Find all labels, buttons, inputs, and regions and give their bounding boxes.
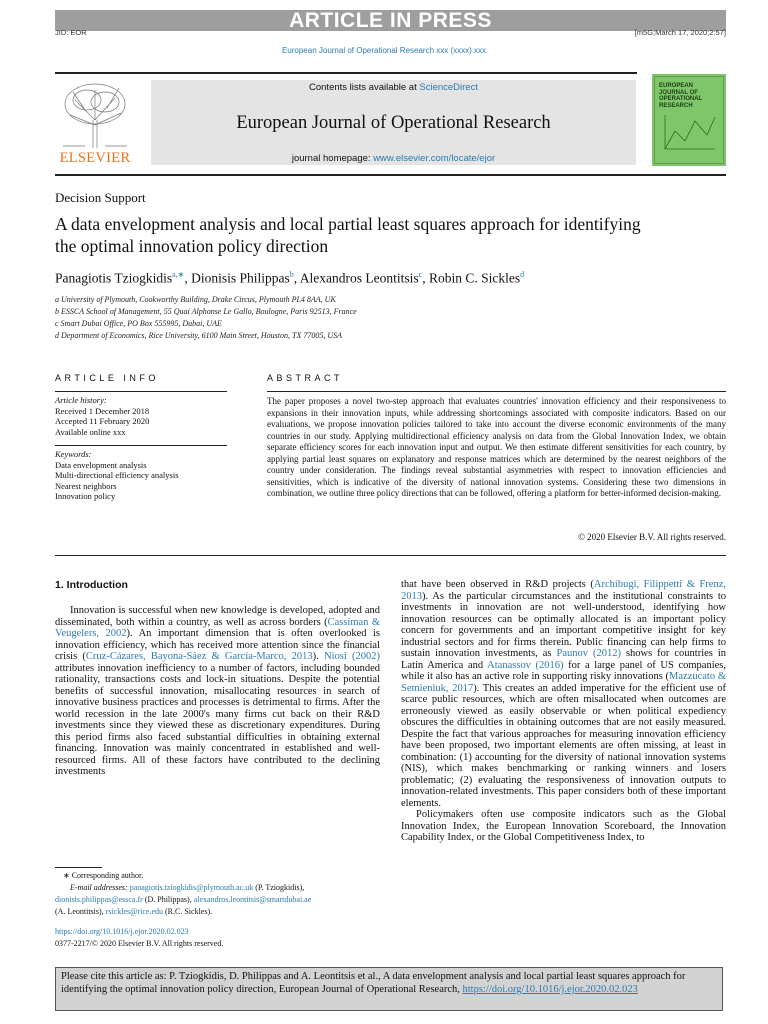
body-text: shows for countries in Latin America and bbox=[401, 648, 726, 671]
received-date: Received 1 December 2018 bbox=[55, 405, 150, 416]
affiliation: c Smart Dubai Office, PO Box 555995, Dubai, UAE bbox=[55, 319, 222, 328]
divider bbox=[55, 391, 227, 392]
email-addresses-cont bbox=[55, 894, 395, 906]
keyword: Nearest neighbors bbox=[55, 480, 117, 491]
homepage-link[interactable]: www.elsevier.com/locate/ejor bbox=[373, 153, 496, 164]
article-history bbox=[55, 395, 149, 437]
online-date: Available online xxx bbox=[55, 426, 126, 437]
divider bbox=[55, 445, 227, 446]
citation-link[interactable]: Niosi (2002) bbox=[324, 651, 381, 662]
author-affiliation-marker[interactable]: b bbox=[289, 270, 294, 279]
body-column-right bbox=[401, 579, 726, 844]
body-text: ). An important dimension that is often overlooked is innovation efficiency, which has received more attention since the financial crisis ( bbox=[55, 628, 380, 662]
journal-reference-link[interactable]: European Journal of Operational Research xxx (xxxx) xxx bbox=[281, 46, 487, 55]
author-name: Dionisis Philippas bbox=[191, 270, 290, 286]
email-owner: (P. Tziogkidis), bbox=[253, 883, 305, 892]
citation-link[interactable]: Mazzucato & Semieniuk, 2017 bbox=[401, 671, 726, 694]
author-name: Alexandros Leontitsis bbox=[299, 270, 419, 286]
author-name: Robin C. Sickles bbox=[428, 270, 521, 286]
article-info-heading: ARTICLE INFO bbox=[55, 373, 159, 383]
keywords-label: Keywords: bbox=[55, 449, 92, 459]
contents-line bbox=[151, 82, 636, 93]
abstract-copyright: © 2020 Elsevier B.V. All rights reserved. bbox=[578, 532, 726, 542]
citation-link[interactable]: Archibugi, Filippetti & Frenz, 2013 bbox=[401, 579, 727, 602]
affiliation: b ESSCA School of Management, 55 Quai Alphonse Le Gallo, Boulogne, Paris 92513, France bbox=[55, 307, 357, 316]
email-link[interactable]: rsickles@rice.edu bbox=[105, 907, 164, 916]
publisher-wordmark: ELSEVIER bbox=[59, 150, 131, 166]
body-text: that have been observed in R&D projects ( bbox=[401, 579, 594, 590]
masthead-rule-top bbox=[55, 72, 637, 74]
accepted-date: Accepted 11 February 2020 bbox=[55, 416, 150, 426]
body-text: ). As the particular circumstances and the institutional constraints to investments in innovation are not well-understood, identifying how innovation resources can be optimally allocated is an important policy concern for governments and an important competitive insight for key industrial sectors and for firms therein. Public financing can help firms to sustain innovation investments, as bbox=[401, 590, 726, 659]
citation-doi-link[interactable]: https://doi.org/10.1016/j.ejor.2020.02.023 bbox=[462, 984, 638, 995]
email-owner: (R.C. Sickles). bbox=[163, 907, 213, 916]
author-list: Panagiotis Tziogkidis$^{a,∗}$, Dionisis Philippas$^b$, Alexandros Leontitsis$^c$, Robin C. Sickles$^d$ bbox=[55, 270, 525, 286]
keyword: Innovation policy bbox=[55, 491, 116, 501]
affiliation: d Department of Economics, Rice University, 6100 Main Street, Houston, TX 77005, USA bbox=[55, 331, 342, 340]
abstract-heading: ABSTRACT bbox=[267, 373, 344, 383]
paragraph bbox=[401, 579, 726, 809]
paragraph bbox=[55, 605, 380, 778]
journal-id: JID: EOR bbox=[55, 28, 87, 37]
journal-cover-thumbnail[interactable] bbox=[652, 74, 726, 166]
cover-title: EUROPEAN JOURNAL OF OPERATIONAL RESEARCH bbox=[659, 83, 703, 109]
author-affiliation-marker[interactable]: d bbox=[520, 270, 525, 279]
homepage-line bbox=[151, 153, 636, 164]
email-label: E-mail addresses: bbox=[70, 883, 130, 892]
keyword: Data envelopment analysis bbox=[55, 459, 147, 470]
journal-reference[interactable] bbox=[0, 46, 768, 55]
divider bbox=[55, 555, 726, 556]
body-text: ). This creates an added imperative for the efficient use of scarce public resources, which are often misallocated when outcomes are erroneously viewed as easily observable or when political expediency obscures the difficulties in obtaining outcomes that are not easily measured. Despite the fact that various approaches for measuring innovation efficiency have been proposed, two important elements are often missing, at least in combination: (1) accounting for the diversity of national innovation systems (NIS), which makes benchmarking or ranking winners and losers problematic; (2) evaluating the responsiveness of innovation outputs to innovation-related investments. This paper considers both of these important elements. bbox=[401, 682, 726, 809]
body-column-left bbox=[55, 605, 380, 778]
paper-title: A data envelopment analysis and local partial least squares approach for identifying the optimal innovation policy direction bbox=[55, 214, 641, 256]
affiliation: a University of Plymouth, Cookworthy Building, Drake Circus, Plymouth PL4 8AA, UK bbox=[55, 295, 336, 304]
section-label: Decision Support bbox=[55, 190, 146, 205]
body-text: ). bbox=[312, 651, 325, 662]
body-text: for a large panel of US companies, while it also has an active role in supporting risky innovations ( bbox=[401, 659, 726, 682]
history-label: Article history: bbox=[55, 395, 107, 405]
citation-link[interactable]: Atanassov (2016) bbox=[487, 659, 564, 671]
author-affiliation-marker[interactable]: a,∗ bbox=[172, 270, 185, 279]
abstract-text: The paper proposes a novel two-step approach that evaluates countries' innovation efficiency and their responsiveness to expansions in their innovation inputs, while addressing shortcomings associated with composite indicators. Based on our evaluations, we propose innovation policies tailored to take into account the diverse economic environments of the many countries in our study. Applying multidirectional efficiency analysis on data from the Global Innovation Index, we obtain separate efficiency scores for each innovation input and output. We then estimate different sensitivities for each country, by applying partial least squares on explanatory and response matrices which are determined by the nearest neighbors of the country under consideration. The findings reveal substantial asymmetries with respect to innovation efficiencies and sensitivities, which is indicative of the diversity of national innovation systems. Considering these two dimensions in combination, we outline three policy directions that can be followed, offering a platform for better-informed decision-making. bbox=[267, 396, 726, 498]
contents-prefix: Contents lists available at bbox=[309, 82, 420, 93]
citation-link[interactable]: Cruz-Cázares, Bayona-Sáez & García-Marco, 2013 bbox=[85, 651, 313, 662]
footnote-rule bbox=[55, 867, 102, 868]
email-owner: (D. Philippas), bbox=[142, 895, 194, 904]
corresponding-author-note: ∗ Corresponding author. bbox=[63, 871, 144, 880]
email-link[interactable]: panagiotis.tziogkidis@plymouth.ac.uk bbox=[129, 883, 254, 892]
email-addresses bbox=[55, 882, 400, 894]
paragraph: Policymakers often use composite indicators such as the Global Innovation Index, the European Innovation Scoreboard, the Innovation Capability Index, or the Global Competitiveness Index, to bbox=[401, 809, 726, 843]
build-stamp: [m5G;March 17, 2020;2:57] bbox=[634, 28, 726, 37]
sciencedirect-link[interactable]: ScienceDirect bbox=[419, 82, 478, 93]
citation-box bbox=[55, 967, 723, 1011]
body-text: attributes innovation inefficiency to a number of factors, including bounded rationality, transactions costs and lock-in situations. Despite the potential benefits of successful innovation, misallocating resources in search of innovative business practices and processes is detrimental to firms. After the world recession in the late 2000's many firms cut back on their R&D investments since they viewed these as discretionary expenditures. During this period firms also faced substantial difficulties in obtaining external financing. Innovation was mainly concentrated in established and well-resourced firms. All of these factors have contributed to the declining investments bbox=[55, 662, 380, 777]
keywords bbox=[55, 449, 179, 502]
keyword: Multi-directional efficiency analysis bbox=[55, 470, 179, 480]
citation-link[interactable]: Paunov (2012) bbox=[556, 648, 621, 659]
masthead-rule-bottom bbox=[55, 174, 726, 176]
article-in-press-banner: ARTICLE IN PRESS bbox=[55, 10, 726, 31]
doi-line[interactable] bbox=[55, 926, 395, 938]
issn-line: 0377-2217/© 2020 Elsevier B.V. All rights reserved. bbox=[55, 939, 224, 948]
section-heading: 1. Introduction bbox=[55, 579, 128, 591]
doi-link[interactable]: https://doi.org/10.1016/j.ejor.2020.02.023 bbox=[55, 927, 189, 936]
email-link[interactable]: dionisis.philippas@essca.fr bbox=[55, 895, 143, 904]
email-owner: (A. Leontitsis), bbox=[55, 907, 106, 916]
divider bbox=[267, 391, 726, 392]
citation-text: Please cite this article as: P. Tziogkidis, D. Philippas and A. Leontitsis et al., A data envelopment analysis and local partial least squares approach for identifying the optimal innovation policy direction, European Journal of Operational Research, bbox=[61, 971, 686, 995]
body-text: Innovation is successful when new knowledge is developed, adopted and disseminated, both within a country, as well as across borders ( bbox=[55, 605, 380, 628]
email-link[interactable]: alexandros.leontitsis@smartdubai.ae bbox=[193, 895, 312, 904]
citation-link[interactable]: Cassiman & Veugelers, 2002 bbox=[55, 616, 380, 639]
journal-title: European Journal of Operational Research bbox=[236, 113, 551, 133]
author-name: Panagiotis Tziogkidis bbox=[55, 270, 173, 286]
homepage-prefix: journal homepage: bbox=[291, 153, 374, 164]
author-affiliation-marker[interactable]: c bbox=[418, 270, 423, 279]
email-addresses-cont bbox=[55, 906, 395, 918]
